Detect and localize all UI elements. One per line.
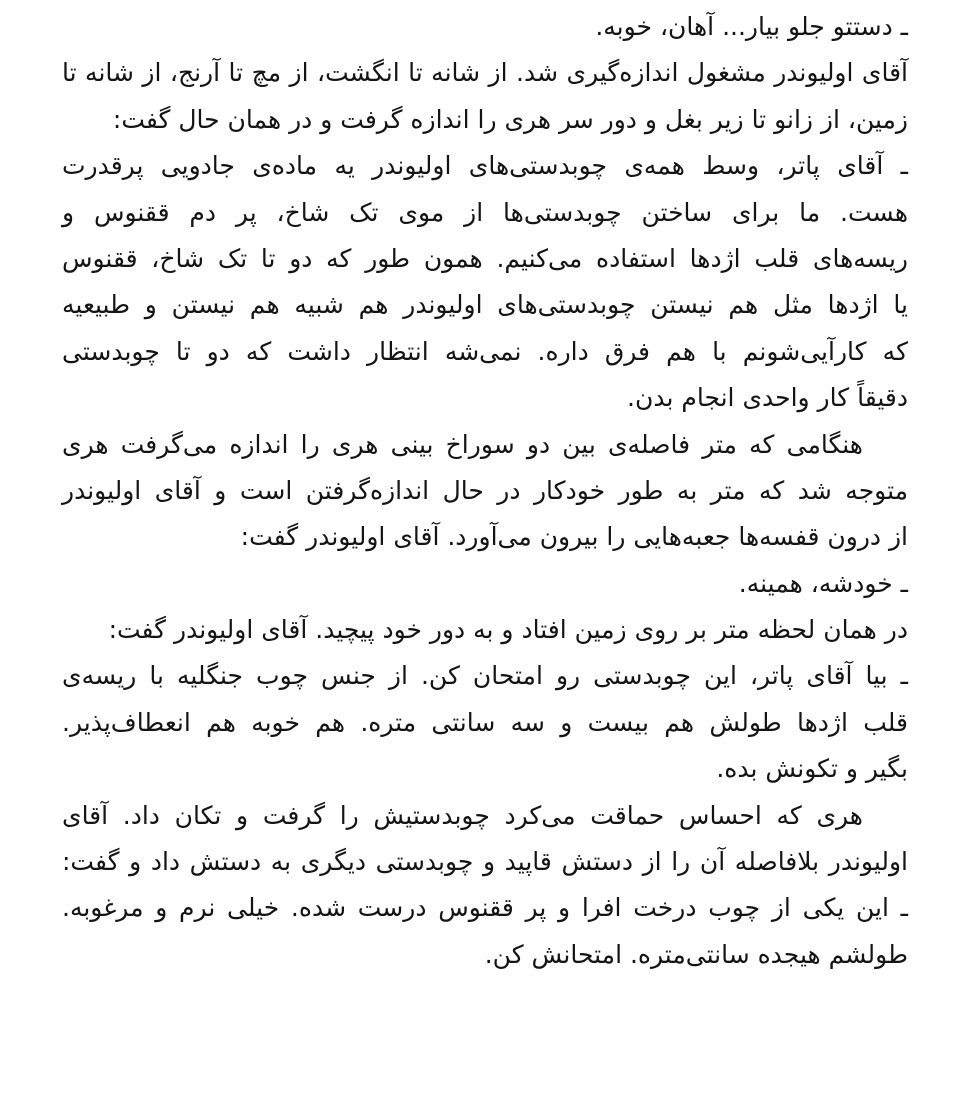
text-line: هست. ما برای ساختن چوبدستی‌ها از موی تک شاخ، پر دم ققنوس و xyxy=(62,197,908,227)
text-line: ـ بیا آقای پاتر، این چوبدستی رو امتحان کن. از جنس چوب جنگلیه با ریسه‌ی xyxy=(62,661,908,691)
page-bottom-margin xyxy=(0,978,968,1088)
text-line: ـ خودشه، همینه. xyxy=(738,568,908,598)
text-line: هری که احساس حماقت می‌کرد چوبدستیش را گرفت و تکان داد. آقای xyxy=(62,800,863,830)
text-line: اولیوندر بلافاصله آن را از دستش قاپید و چوبدستی دیگری به دستش داد و گفت: xyxy=(62,847,908,877)
text-line: بگیر و تکونش بده. xyxy=(716,754,908,784)
text-line: آقای اولیوندر مشغول اندازه‌گیری شد. از شانه تا انگشت، از مچ تا آرنج، از شانه تا xyxy=(62,58,908,88)
text-line: متوجه شد که متر به طور خودکار در حال اندازه‌گرفتن است و آقای اولیوندر xyxy=(62,475,908,505)
text-line: هنگامی که متر فاصله‌ی بین دو سوراخ بینی هری را اندازه می‌گرفت هری xyxy=(62,429,863,459)
text-line: یا اژدها مثل هم نیستن چوبدستی‌های اولیوندر هم شبیه هم نیستن و طبیعیه xyxy=(62,290,908,320)
text-line: ـ دستتو جلو بیار... آهان، خوبه. xyxy=(595,12,908,41)
text-line: ـ آقای پاتر، وسط همه‌ی چوبدستی‌های اولیوندر یه ماده‌ی جادویی پرقدرت xyxy=(62,151,908,181)
text-line: که کارآیی‌شونم با هم فرق داره. نمی‌شه انتظار داشت که دو تا چوبدستی xyxy=(62,336,908,366)
text-line: در همان لحظه متر بر روی زمین افتاد و به دور خود پیچید. آقای اولیوندر گفت: xyxy=(108,615,908,645)
text-line: زمین، از زانو تا زیر بغل و دور سر هری را اندازه گرفت و در همان حال گفت: xyxy=(112,104,908,134)
text-line: ریسه‌های قلب اژدها استفاده می‌کنیم. همون طور که دو تا تک شاخ، ققنوس xyxy=(62,243,908,273)
text-line: طولشم هیجده سانتی‌متره. امتحانش کن. xyxy=(484,939,908,969)
text-line: ـ این یکی از چوب درخت افرا و پر ققنوس درست شده. خیلی نرم و مرغوبه. xyxy=(62,893,908,923)
text-line: دقیقاً کار واحدی انجام بدن. xyxy=(627,383,908,413)
text-line: از درون قفسه‌ها جعبه‌هایی را بیرون می‌آورد. آقای اولیوندر گفت: xyxy=(240,522,908,552)
text-line: قلب اژدها طولش هم بیست و سه سانتی متره. هم خوبه هم انعطاف‌پذیر. xyxy=(62,707,908,737)
